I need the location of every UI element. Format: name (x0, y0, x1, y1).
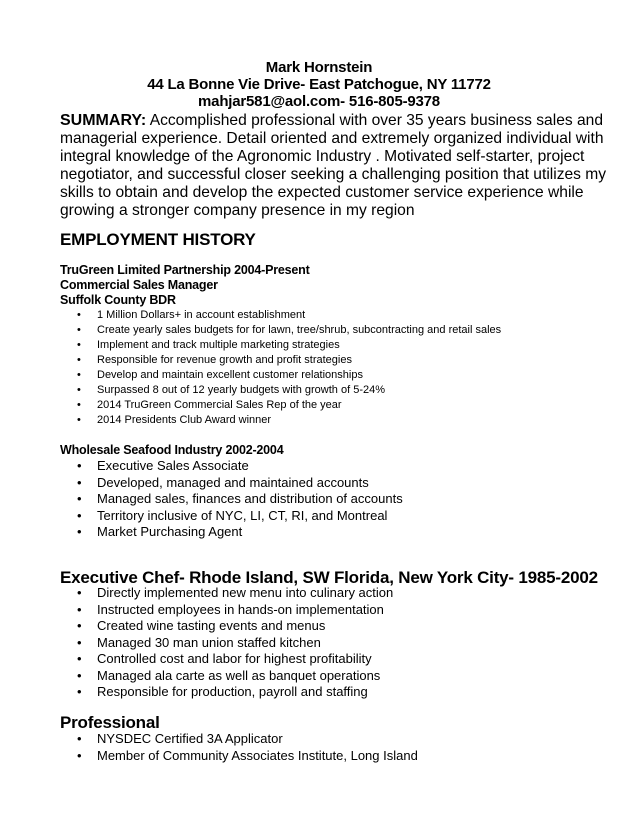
summary-text: Accomplished professional with over 35 years business sales and managerial experience. Detail oriented and extremely organized individual with integral knowledge of the Agronomic Industry . Motivated self-starter, project negotiator, and successful closer seeking a challenging position that utilizes my skills to obtain and develop the expected customer service experience while growing a stronger company presence in my region (60, 112, 607, 219)
list-item: • Surpassed 8 out of 12 yearly budgets with growth of 5-24% (0, 383, 501, 398)
employment-history-heading: EMPLOYMENT HISTORY (60, 230, 256, 249)
list-item: • 2014 TruGreen Commercial Sales Rep of the year (0, 398, 501, 413)
list-item: • Implement and track multiple marketing strategies (0, 338, 501, 353)
chef-duties-list (0, 585, 393, 701)
trugreen-duties-list (0, 308, 501, 428)
seafood-duties-list (0, 458, 403, 541)
summary-paragraph (60, 112, 620, 220)
seafood-company: Wholesale Seafood Industry 2002-2004 (60, 443, 284, 457)
list-item: • Directly implemented new menu into culinary action (0, 585, 393, 602)
list-item: • Market Purchasing Agent (0, 524, 403, 541)
resume-name: Mark Hornstein (265, 59, 373, 76)
trugreen-region: Suffolk County BDR (60, 293, 176, 307)
list-item: • Developed, managed and maintained accounts (0, 475, 403, 492)
summary-label: SUMMARY: (60, 112, 147, 129)
trugreen-company: TruGreen Limited Partnership 2004-Present (60, 263, 310, 277)
list-item: • Member of Community Associates Institute, Long Island (0, 748, 418, 765)
trugreen-title: Commercial Sales Manager (60, 278, 218, 292)
list-item: • Managed ala carte as well as banquet operations (0, 668, 393, 685)
list-item: • Responsible for revenue growth and profit strategies (0, 353, 501, 368)
list-item: • Managed sales, finances and distribution of accounts (0, 491, 403, 508)
list-item: • Executive Sales Associate (0, 458, 403, 475)
list-item: • Territory inclusive of NYC, LI, CT, RI, and Montreal (0, 508, 403, 525)
list-item: • Responsible for production, payroll and staffing (0, 684, 393, 701)
resume-address: 44 La Bonne Vie Drive- East Patchogue, NY 11772 (147, 76, 491, 93)
executive-chef-heading: Executive Chef- Rhode Island, SW Florida, New York City- 1985-2002 (60, 568, 598, 587)
resume-contact: mahjar581@aol.com- 516-805-9378 (198, 93, 440, 110)
list-item: • Develop and maintain excellent customer relationships (0, 368, 501, 383)
list-item: • 2014 Presidents Club Award winner (0, 413, 501, 428)
professional-list (0, 731, 418, 764)
professional-heading: Professional (60, 713, 160, 732)
list-item: • Instructed employees in hands-on implementation (0, 602, 393, 619)
list-item: • Managed 30 man union staffed kitchen (0, 635, 393, 652)
list-item: • NYSDEC Certified 3A Applicator (0, 731, 418, 748)
list-item: • 1 Million Dollars+ in account establishment (0, 308, 501, 323)
list-item: • Controlled cost and labor for highest profitability (0, 651, 393, 668)
list-item: • Create yearly sales budgets for for lawn, tree/shrub, subcontracting and retail sales (0, 323, 501, 338)
list-item: • Created wine tasting events and menus (0, 618, 393, 635)
